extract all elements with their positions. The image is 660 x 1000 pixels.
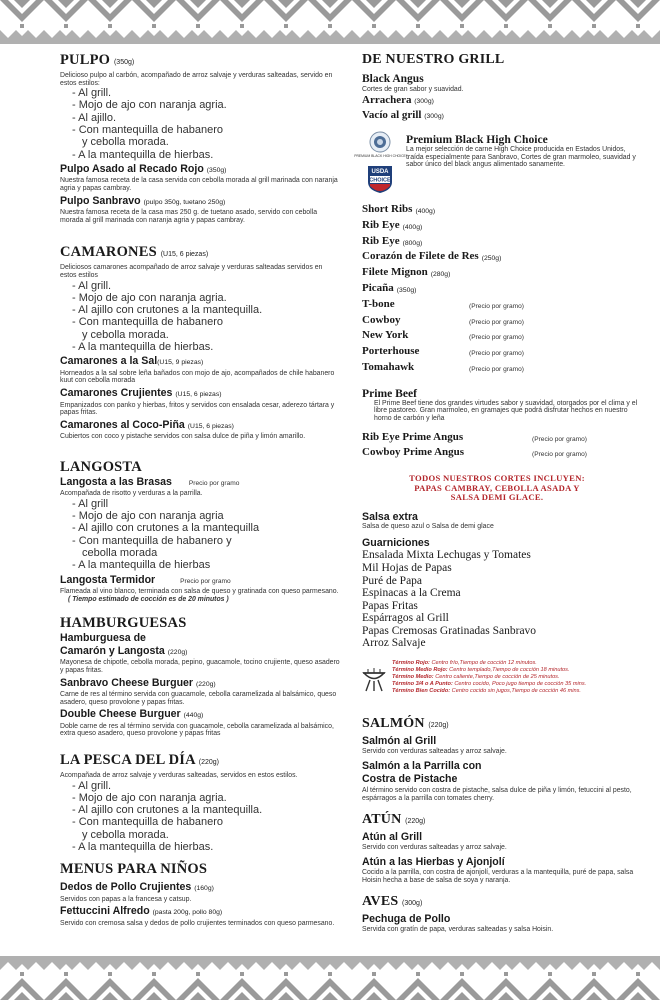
dish-item (60, 195, 340, 225)
dish-portion: (pasta 200g, pollo 80g) (152, 909, 223, 917)
section-ninos (60, 861, 340, 927)
style-item: - Con mantequilla de habanero (72, 816, 224, 829)
section-camarones (60, 244, 340, 440)
cut-price: (Precio por gramo) (532, 435, 587, 443)
section-pulpo (60, 52, 340, 224)
section-pesca-del-dia (60, 752, 340, 853)
dish-description: Al término servido con costra de pistache, salsa dulce de piña y limón, fetuccini al pesto, espárragos a la parrilla con tomates cherry. (362, 787, 632, 802)
cooking-time-note: ( Tiempo estimado de cocción es de 20 minutos ) (68, 595, 229, 603)
section-title: HAMBURGUESAS (60, 615, 187, 632)
dish-description: Cocido a la parrilla, con costra de ajonjolí, verduras a la mantequilla, puré de papa, salsa Hoisin hecha a base de salsa de soya y naranja. (362, 868, 634, 884)
dish-portion: (350g) (206, 166, 227, 174)
cut-name: Cowboy Prime Angus (362, 446, 465, 459)
premium-block (354, 133, 642, 195)
dish-item (60, 355, 340, 385)
dish-description: Mayonesa de chipotle, cebolla morada, pepino, guacamole, tocino crujiente, queso asadero y papas fritas. (60, 659, 340, 674)
cut-portion: (400g) (415, 208, 436, 216)
cut-price: (Precio por gramo) (469, 350, 524, 358)
doneness-item: Término Medio: Centro caliente,Tiempo de cocción de 25 minutos. (392, 673, 560, 680)
style-item: - Con mantequilla de habanero (72, 316, 224, 329)
dish-item (60, 677, 340, 707)
dish-name: Langosta a las Brasas (60, 475, 172, 488)
cut-name: Vacío al grill (362, 108, 422, 121)
section-title: PULPO (350g) (60, 52, 135, 68)
left-column (60, 52, 340, 927)
dish-description: Flameada al vino blanco, terminada con salsa de queso y gratinada con queso parmesano. (60, 588, 339, 596)
dish-name: Camarones Crujientes (60, 387, 173, 399)
section-title: LANGOSTA (60, 458, 142, 475)
svg-text:CHOICE: CHOICE (369, 177, 391, 184)
cut-name: Cowboy (362, 313, 401, 326)
dish-description: Servido con verduras salteadas y arroz salvaje. (362, 843, 507, 851)
side-item: Papas Cremosas Gratinadas Sanbravo (362, 624, 537, 637)
dish-item (60, 163, 340, 193)
style-item: y cebolla morada. (82, 328, 169, 341)
dish-name: Fettuccini Alfredo (60, 905, 150, 918)
style-item: - Mojo de ajo con naranja agria (72, 510, 224, 523)
cut-item (362, 361, 642, 377)
svg-text:USDA: USDA (371, 169, 389, 176)
style-item: - A la mantequilla de hierbas. (72, 341, 214, 354)
style-item: - Al ajillo con crutones a la mantequilla. (72, 804, 263, 817)
cut-name: Tomahawk (362, 361, 415, 374)
decorative-top-border (0, 0, 660, 44)
dish-name: Hamburguesa de (60, 632, 146, 645)
style-list (60, 280, 340, 354)
cut-item (362, 266, 642, 282)
dish-name: Atún a las Hierbas y Ajonjolí (362, 856, 505, 869)
dish-name-cont: Camarón y Langosta (60, 644, 165, 657)
cut-price: (Precio por gramo) (469, 302, 524, 310)
section-hamburguesas (60, 615, 340, 738)
dish-name: Double Cheese Burguer (60, 708, 181, 721)
category-name: Prime Beef (362, 386, 418, 400)
cut-name: Rib Eye (362, 218, 400, 231)
dish-name: Dedos de Pollo Crujientes (60, 881, 192, 894)
dish-price: Precio por gramo (188, 479, 240, 487)
dish-description: Nuestra famosa receta de la casa servida con cebolla morada al grill marinada con naranja agria y papas cambray. (60, 177, 338, 193)
dish-portion: (440g) (183, 712, 204, 720)
dish-description: Doble carne de res al término servida con guacamole, cebolla caramelizada al balsámico, extra queso asadero, queso provolone y papas fritas (60, 722, 334, 738)
category-name: Premium Black High Choice (406, 133, 548, 147)
dish-item (60, 574, 340, 604)
section-atun (362, 812, 642, 884)
prime-block (362, 387, 642, 462)
section-title: MENUS PARA NIÑOS (60, 861, 208, 878)
cut-item (362, 329, 642, 345)
style-list (60, 780, 340, 854)
cut-name: Arrachera (362, 94, 412, 107)
cut-item (362, 314, 642, 330)
dish-item (60, 708, 340, 738)
dish-name: Salmón al Grill (362, 735, 437, 748)
cut-item (362, 345, 642, 361)
style-item: - Al ajillo con crutones a la mantequilla (72, 522, 260, 535)
section-salmon (362, 716, 642, 802)
side-item: Papas Fritas (362, 599, 418, 612)
doneness-item: Término Bien Cocido: Centro cocido sin jugos,Tiempo de cocción 46 mins. (392, 687, 581, 694)
dish-item (60, 881, 340, 903)
style-list (60, 498, 340, 572)
style-item: - A la mantequilla de hierbas. (72, 148, 214, 161)
side-item: Puré de Papa (362, 574, 423, 587)
dish-price: Precio por gramo (180, 577, 231, 585)
cut-item (362, 235, 642, 251)
dish-name: Camarones al Coco-Piña (60, 418, 185, 431)
cut-name: Rib Eye (362, 234, 400, 247)
cuts-list (362, 203, 642, 377)
section-title: AVES (300g) (362, 894, 423, 910)
dish-portion: (220g) (167, 648, 188, 656)
dish-portion: (160g) (194, 885, 214, 893)
dish-description: Empanizados con panko y hierbas, fritos y servidos con ensalada cesar, aderezo tártara y papas fritas. (60, 401, 335, 417)
right-column (354, 52, 642, 933)
premium-logos (354, 131, 406, 199)
dish-description: Cubiertos con coco y pistache servidos con salsa dulce de piña y limón amarillo. (60, 433, 306, 441)
style-item: - Al ajillo. (72, 111, 117, 124)
dish-description: Servida con gratín de papa, verduras salteadas y salsa Hoisin. (362, 925, 554, 933)
dish-item (60, 476, 340, 498)
dish-item (60, 387, 340, 417)
dish-portion: (U15, 6 piezas) (175, 391, 222, 398)
dish-name: Sanbravo Cheese Burguer (60, 676, 194, 689)
style-item: y cebolla morada. (82, 136, 169, 149)
style-item: - Con mantequilla de habanero (72, 124, 224, 137)
section-langosta (60, 459, 340, 604)
cut-price: (Precio por gramo) (469, 366, 524, 374)
grill-icon (362, 664, 386, 692)
style-item: cebolla morada (82, 547, 158, 560)
cut-name: Picaña (362, 282, 394, 295)
cut-price: (Precio por gramo) (469, 334, 524, 342)
section-title: DE NUESTRO GRILL (362, 52, 505, 67)
cut-portion: (300g) (414, 98, 434, 106)
style-item: - Al grill. (72, 87, 112, 100)
cut-item (362, 282, 642, 298)
cut-name: Porterhouse (362, 345, 420, 358)
cut-portion: (300g) (424, 112, 444, 120)
cut-item (362, 219, 642, 235)
style-item: - A la mantequilla de hierbas (72, 559, 211, 572)
cut-item (362, 203, 642, 219)
cut-name: Short Ribs (362, 203, 413, 216)
included-line: TODOS NUESTROS CORTES INCLUYEN: (409, 473, 585, 484)
category-description: Cortes de gran sabor y suavidad. (362, 85, 464, 93)
doneness-item: Término Medio Rojo: Centro templado,Tiempo de cocción 18 minutos. (392, 666, 570, 673)
dish-name: Langosta Termidor (60, 573, 156, 586)
section-title: CAMARONES (U15, 6 piezas) (60, 244, 209, 261)
dish-portion: (U15, 6 piezas) (187, 422, 234, 430)
section-description: Delicioso pulpo al carbón, acompañado de arroz salvaje y verduras salteadas, servido en estos estilos: (60, 72, 333, 87)
guarniciones (362, 537, 642, 650)
side-item: Espinacas a la Crema (362, 587, 461, 600)
cut-price: (Precio por gramo) (532, 451, 587, 459)
dish-name: Pulpo Sanbravo (60, 194, 141, 207)
usda-choice-icon (365, 164, 395, 194)
cut-price: (Precio por gramo) (469, 318, 524, 326)
dish-portion: (U15, 9 piezas) (157, 359, 204, 367)
dish-item (60, 632, 340, 674)
section-description: Acompañada de arroz salvaje y verduras salteadas, servidos en estos estilos. (60, 771, 298, 779)
section-aves (362, 894, 642, 933)
dish-item (60, 419, 340, 441)
style-item: - Al grill. (72, 779, 112, 792)
dish-description: Nuestra famosa receta de la casa mas 250 g. de tuetano asado, servido con cebolla morada al grill marinada con naranja agria y papas cambray. (60, 209, 318, 224)
side-item: Arroz Salvaje (362, 637, 426, 650)
cut-item (362, 250, 642, 266)
included-line: SALSA DEMI GLACE. (450, 492, 544, 503)
section-title: LA PESCA DEL DÍA (220g) (60, 751, 220, 768)
dish-name: Salmón a la Parrilla con (362, 760, 482, 773)
dish-item (60, 905, 340, 927)
black-angus-block (362, 73, 642, 123)
guarniciones-title: Guarniciones (362, 536, 430, 549)
style-item: - Al ajillo con crutones a la mantequilla. (72, 304, 263, 317)
premium-seal-icon (354, 131, 406, 159)
doneness-guide (362, 660, 642, 700)
section-title: ATÚN (220g) (362, 812, 426, 828)
dish-portion: (220g) (196, 680, 216, 688)
cut-name: T-bone (362, 297, 395, 310)
cut-portion: (800g) (402, 239, 423, 247)
dish-name: Pulpo Asado al Recado Rojo (60, 162, 204, 175)
cut-item (362, 431, 642, 447)
style-item: - A la mantequilla de hierbas. (72, 840, 214, 853)
dish-portion: (pulpo 350g, tuetano 250g) (143, 198, 226, 206)
dish-description: Servidos con papas a la francesa y catsup. (60, 895, 192, 903)
style-item: - Con mantequilla de habanero y (72, 534, 232, 547)
style-list (60, 87, 340, 161)
style-item: y cebolla morada. (82, 828, 169, 841)
style-item: - Mojo de ajo con naranja agria. (72, 291, 227, 304)
style-item: - Al grill. (72, 279, 112, 292)
section-title: SALMÓN (220g) (362, 716, 449, 732)
dish-name-cont: Costra de Pistache (362, 772, 458, 785)
dish-description: Acompañada de risotto y verduras a la parrilla. (60, 490, 203, 498)
section-description: Deliciosos camarones acompañado de arroz salvaje y verduras salteadas servidos en estos estilos (60, 264, 323, 279)
included-line: PAPAS CAMBRAY, CEBOLLA ASADA Y (414, 482, 580, 493)
cut-portion: (400g) (402, 223, 423, 231)
side-item: Espárragos al Grill (362, 612, 449, 625)
style-item: - Mojo de ajo con naranja agria. (72, 99, 227, 112)
cut-portion: (350g) (396, 287, 417, 295)
category-description: El Prime Beef tiene dos grandes virtudes sabor y suavidad, otorgados por el clima y el libre pastoreo. Gran marmoleo, en gramajes que podrá disfrutar hechos en nuestro horno de carbón y leña (374, 399, 638, 423)
dish-name: Camarones a la Sal (60, 355, 158, 368)
side-item: Ensalada Mixta Lechugas y Tomates (362, 549, 531, 562)
side-item: Mil Hojas de Papas (362, 561, 452, 574)
cut-item (362, 446, 642, 462)
doneness-item: Término Rojo: Centro frío,Tiempo de cocción 12 minutos. (392, 660, 537, 667)
salsa-name: Salsa extra (362, 510, 418, 523)
dish-description: Carne de res al término servida con guacamole, cebolla caramelizada al balsámico, queso asadero, queso provolone y papas fritas. (60, 691, 337, 706)
cut-name: Rib Eye Prime Angus (362, 430, 464, 443)
cut-item (362, 298, 642, 314)
doneness-item: Término 3/4 o A Punto: Centro cocido, Poco jugo tiempo de cocción 35 mins. (392, 680, 587, 687)
included-note (362, 474, 632, 503)
dish-name: Atún al Grill (362, 831, 423, 844)
cut-name: New York (362, 329, 409, 342)
cut-portion: (280g) (430, 271, 451, 279)
category-description: La mejor selección de carne High Choice producida en Estados Unidos, traída especialmente para Sanbravo, Cortes de gran marmoleo, suavidad y sabor único del black angus alimentado sanamente. (406, 146, 636, 169)
cut-name: Filete Mignon (362, 266, 428, 279)
cut-portion: (250g) (481, 255, 502, 263)
style-item: - Al grill (72, 497, 109, 510)
salsa-extra (362, 511, 642, 531)
decorative-bottom-border (0, 956, 660, 1000)
salsa-description: Salsa de queso azul o Salsa de demi glace (362, 523, 494, 531)
dish-name: Pechuga de Pollo (362, 913, 451, 926)
style-item: - Mojo de ajo con naranja agria. (72, 791, 227, 804)
premium-seal-text: PREMIUM BLACK HIGH CHOICE (354, 154, 406, 159)
dish-description: Horneados a la sal sobre leña bañados con mojo de ajo, acompañados de chile habanero kuut con cebolla morada (60, 369, 335, 385)
category-name: Black Angus (362, 73, 424, 85)
dish-description: Servido con cremosa salsa y dedos de pollo crujientes terminados con queso parmesano. (60, 919, 335, 927)
cut-name: Corazón de Filete de Res (362, 250, 479, 263)
dish-description: Servido con verduras salteadas y arroz salvaje. (362, 747, 507, 755)
